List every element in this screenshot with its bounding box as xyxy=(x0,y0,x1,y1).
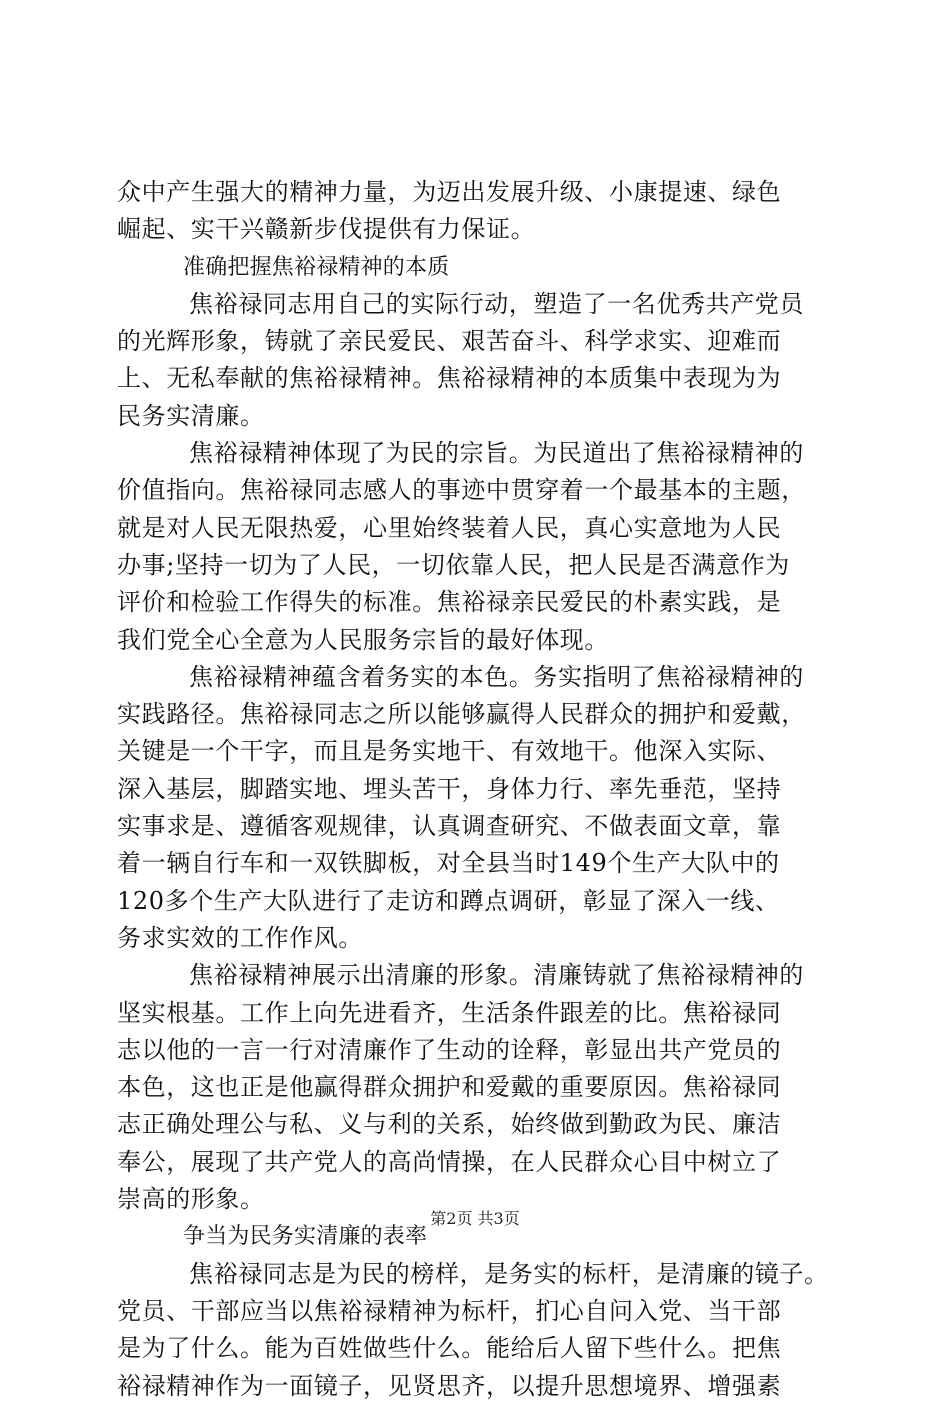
text-line: 焦裕禄同志是为民的榜样，是务实的标杆，是清廉的镜子。 xyxy=(189,1259,829,1288)
text-line: 裕禄精神作为一面镜子，见贤思齐，以提升思想境界、增强素 xyxy=(117,1371,782,1400)
text-line: 就是对人民无限热爱，心里始终装着人民，真心实意地为人民 xyxy=(117,513,782,542)
text-line: 办事;坚持一切为了人民，一切依靠人民，把人民是否满意作为 xyxy=(117,550,790,579)
page-footer: 第2页 共3页 xyxy=(430,1209,520,1228)
text-line: 关键是一个干字，而且是务实地干、有效地干。他深入实际、 xyxy=(117,737,782,766)
text-line: 实践路径。焦裕禄同志之所以能够赢得人民群众的拥护和爱戴， xyxy=(117,700,806,729)
text-line: 坚实根基。工作上向先进看齐，生活条件跟差的比。焦裕禄同 xyxy=(117,998,782,1027)
text-line: 的光辉形象，铸就了亲民爱民、艰苦奋斗、科学求实、迎难而 xyxy=(117,327,782,356)
text-line: 崛起、实干兴赣新步伐提供有力保证。 xyxy=(117,215,536,244)
text-line: 价值指向。焦裕禄同志感人的事迹中贯穿着一个最基本的主题， xyxy=(117,476,806,505)
text-line: 焦裕禄精神体现了为民的宗旨。为民道出了焦裕禄精神的 xyxy=(189,439,804,468)
text-line: 上、无私奉献的焦裕禄精神。焦裕禄精神的本质集中表现为为 xyxy=(117,364,782,393)
text-line: 众中产生强大的精神力量，为迈出发展升级、小康提速、绿色 xyxy=(117,178,782,206)
text-line: 评价和检验工作得失的标准。焦裕禄亲民爱民的朴素实践，是 xyxy=(117,588,782,617)
section-heading: 准确把握焦裕禄精神的本质 xyxy=(183,254,450,280)
text-line: 我们党全心全意为人民服务宗旨的最好体现。 xyxy=(117,625,609,654)
text-line: 志以他的一言一行对清廉作了生动的诠释，彰显出共产党员的 xyxy=(117,1035,782,1064)
text-line: 务求实效的工作作风。 xyxy=(117,923,363,952)
text-line: 实事求是、遵循客观规律，认真调查研究、不做表面文章，靠 xyxy=(117,812,782,841)
text-line: 本色，这也正是他赢得群众拥护和爱戴的重要原因。焦裕禄同 xyxy=(117,1073,782,1102)
text-line: 崇高的形象。 xyxy=(117,1185,265,1214)
text-line: 党员、干部应当以焦裕禄精神为标杆，扪心自问入党、当干部 xyxy=(117,1296,782,1325)
text-line: 深入基层，脚踏实地、埋头苦干，身体力行、率先垂范，坚持 xyxy=(117,774,782,803)
text-line: 奉公，展现了共产党人的高尚情操，在人民群众心目中树立了 xyxy=(117,1147,782,1176)
text-line: 焦裕禄精神展示出清廉的形象。清廉铸就了焦裕禄精神的 xyxy=(189,961,804,990)
text-line: 民务实清廉。 xyxy=(117,401,265,430)
text-line: 是为了什么。能为百姓做些什么。能给后人留下些什么。把焦 xyxy=(117,1334,782,1363)
text-line: 焦裕禄同志用自己的实际行动，塑造了一名优秀共产党员 xyxy=(189,289,804,318)
section-heading: 争当为民务实清廉的表率 xyxy=(183,1224,428,1250)
text-line: 志正确处理公与私、义与利的关系，始终做到勤政为民、廉洁 xyxy=(117,1110,782,1139)
text-line: 120多个生产大队进行了走访和蹲点调研，彰显了深入一线、 xyxy=(117,886,780,915)
text-line: 着一辆自行车和一双铁脚板，对全县当时149个生产大队中的 xyxy=(117,849,780,878)
text-line: 焦裕禄精神蕴含着务实的本色。务实指明了焦裕禄精神的 xyxy=(189,662,804,691)
